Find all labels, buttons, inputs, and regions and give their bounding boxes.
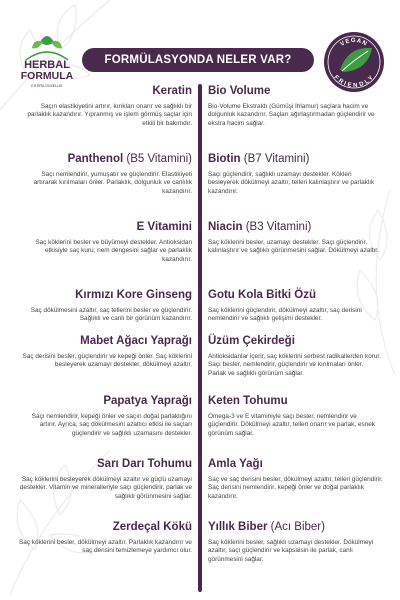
ingredient-title: Keratin xyxy=(152,85,192,97)
ingredient-title: Keten Tohumu xyxy=(208,395,288,407)
ingredient-mabet-agaci xyxy=(17,334,192,370)
ingredient-zerdecal xyxy=(17,520,192,556)
ingredient-keratin xyxy=(17,84,192,128)
herbal-formula-logo xyxy=(16,30,78,92)
ingredient-niacin xyxy=(208,220,383,256)
center-divider xyxy=(198,84,202,592)
ingredient-title: Mabet Ağacı Yaprağı xyxy=(80,335,192,347)
ingredient-title: Panthenol (B5 Vitamini) xyxy=(67,153,192,165)
ingredient-description: Saç köklerini besler ve büyümeyi destekler. Antioksidan etkisiyle saç kuru; nem dengesini sağlar ve parlaklık kazandırır. xyxy=(35,239,192,263)
leaf-decoration-bottom-left xyxy=(0,430,120,600)
ingredient-description: Saçı nemlendirir, yumuşatır ve güçlendirir. Elastikiyeti artırarak kırılmaları önler. Parlaklık, dolgunluk ve canlılık kazandırır. xyxy=(33,171,192,195)
logo-text-top: HERBAL xyxy=(24,59,70,71)
ingredient-title: Sarı Darı Tohumu xyxy=(97,458,192,470)
title-banner xyxy=(82,48,314,72)
ingredient-bio-volume xyxy=(208,84,383,128)
ingredient-title: Gotu Kola Bitki Özü xyxy=(208,289,316,301)
ingredient-title: E Vitamini xyxy=(136,221,192,233)
vegan-badge-text-top: VEGAN xyxy=(339,37,369,48)
ingredient-description: Saçı güçlendirir, sağlıklı uzamayı destekler. Kökleri besleyerek dökülmeyi azaltır, telleri kalınlaştırır ve parlaklık kazandırır. xyxy=(208,171,375,195)
ingredient-title: Yıllık Biber (Acı Biber) xyxy=(208,521,325,533)
ingredient-description: Antioksidanlar içerir, saç köklerini serbest radikallerden korur. Saçı besler, nemlendirir, güçlendirir ve kırılmaları önler. Parlak ve sağlıklı görünüm sağlar. xyxy=(208,353,381,377)
ingredient-description: Saç dökülmesini azaltır, saç tellerini besler ve güçlendirir. Sağlıklı ve canlı bir görünüm kazandırır. xyxy=(30,307,192,323)
ingredient-title: Üzüm Çekirdeği xyxy=(208,335,295,347)
logo-text-bottom: FORMULA xyxy=(20,70,74,82)
ingredient-title: Bio Volume xyxy=(208,85,271,97)
ingredient-uzum-cekirdegi xyxy=(208,334,383,378)
ingredient-kore-ginseng xyxy=(17,288,192,324)
ingredient-yillik-biber xyxy=(208,520,383,564)
header xyxy=(0,0,400,94)
ingredient-papatya xyxy=(17,394,192,438)
ingredient-description: Omega-3 ve E vitaminiyle saçı besler, nemlendirir ve güçlendirir. Dökülmeyi azaltır, telleri onarır ve parlak, esnek görünüm sağlar. xyxy=(208,413,375,437)
ingredient-gotu-kola xyxy=(208,288,383,324)
ingredient-description: Saç köklerini besleyerek dökülmeyi azaltır ve güçlü uzamayı destekler. Vitamin ve mineralleriyle saçı güçlendirir, parlak ve sağlıklı görünmesini sağlar. xyxy=(19,476,192,500)
ingredient-description: Saç derisini besler, güçlendirir ve kepeği önler. Saç köklerini besleyerek uzamayı destekler, dökülmeyi azaltır. xyxy=(22,353,192,369)
ingredient-description: Saçın elastikiyetini artırır, kırıkları onarır ve sağlıklı bir parlaklık kazandırır. Yıpranmış ve işlem görmüş saçlar için etkili bir bakımdır. xyxy=(27,103,192,127)
ingredient-panthenol xyxy=(17,152,192,196)
ingredient-keten-tohumu xyxy=(208,394,383,438)
ingredient-amla-yagi xyxy=(208,457,383,501)
ingredient-title: Kırmızı Kore Ginseng xyxy=(75,289,192,301)
ingredient-title: Niacin (B3 Vitamini) xyxy=(208,221,312,233)
ingredient-e-vitamini xyxy=(17,220,192,264)
ingredient-biotin xyxy=(208,152,383,196)
page-title: FORMÜLASYONDA NELER VAR? xyxy=(104,54,292,66)
ingredient-description: Saç köklerini besler, sağlıklı uzamayı destekler. Dökülmeyi azaltır, saçı güçlendirir ve kapsaisin ile parlak, canlı görünmesini sağlar. xyxy=(208,539,374,563)
ingredient-description: Bio-Volume Ekstraktı (Gümüşi Ihlamur) saçlara hacim ve dolgunluk kazandırır. Saçları ağırlaştırmadan güçlendirir ve ekstra hacim sağlar. xyxy=(208,103,375,127)
logo-subtext: ESTİRA GÜZELLİK xyxy=(31,84,63,88)
ingredient-title: Amla Yağı xyxy=(208,458,263,470)
ingredient-description: Saçı nemlendirir, kepeği önler ve saçın doğal parlaklığını artırır. Ayrıca, saç dökülmesini azaltıcı etkisi ile saçları güçlendirir ve sağlıklı uzamasını destekler. xyxy=(31,413,192,437)
vegan-badge-text-bottom: FRIENDLY xyxy=(332,74,376,90)
ingredient-title: Biotin (B7 Vitamini) xyxy=(208,153,310,165)
ingredient-description: Saç köklerini besler, uzamayı destekler. Saçı güçlendirir, kalınlaştırır ve sağlıklı görünmesini sağlar. Dökülmeyi azaltır. xyxy=(208,239,379,255)
ingredient-description: Saç köklerini besler, dökülmeyi azaltır. Parlaklık kazandırır ve saç derisini temizlemeye yardımcı olur. xyxy=(19,539,192,555)
ingredient-title: Papatya Yaprağı xyxy=(103,395,192,407)
ingredient-description: Saç köklerini güçlendirir, dökülmeyi azaltır, saç derisini nemlendirir ve sağlıklı gelişimi destekler. xyxy=(208,307,362,323)
ingredient-sari-dari xyxy=(17,457,192,501)
ingredient-title: Zerdeçal Kökü xyxy=(112,521,192,533)
ingredient-description: Saç ve saç derisini besler, dökülmeyi azaltır, telleri güçlendirir. Saç derisini nemlendirir, kepeği önler ve doğal parlaklık kazandırır. xyxy=(208,476,383,500)
